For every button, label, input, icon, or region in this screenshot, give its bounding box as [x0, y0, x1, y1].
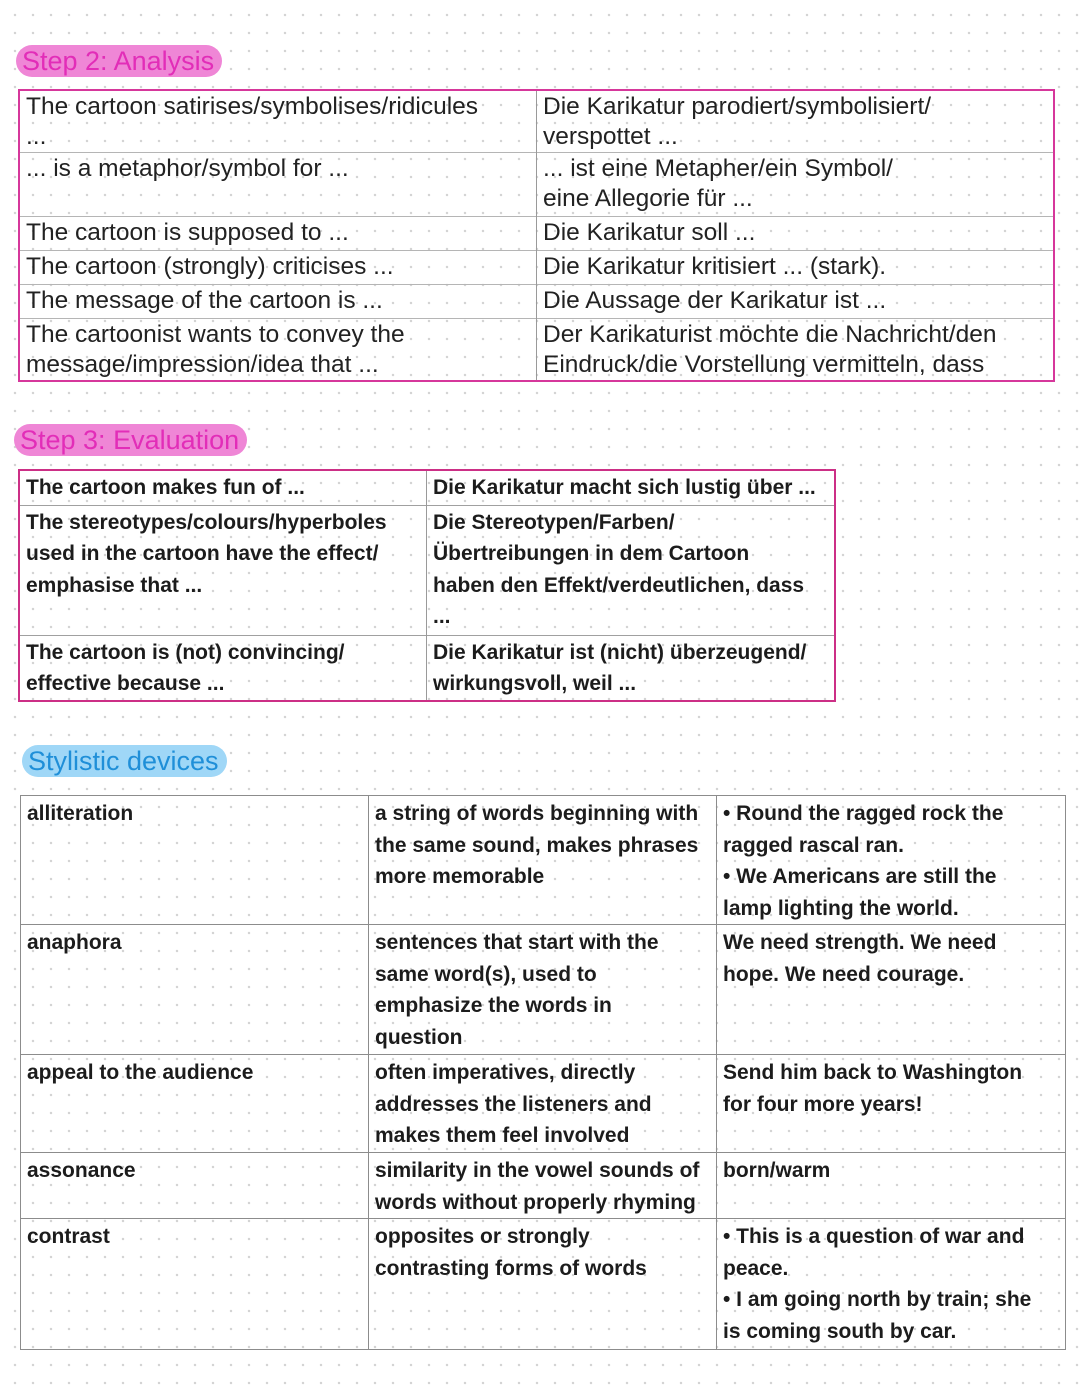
table-row	[19, 319, 1054, 382]
table-row	[19, 285, 1054, 319]
table-row	[21, 925, 1066, 1055]
device-definition: sentences that start with the same word(s), used to emphasize the words in question	[369, 925, 717, 1055]
table-row	[19, 90, 1054, 153]
device-term: assonance	[21, 1153, 369, 1219]
section-title-stylistic-devices: Stylistic devices	[22, 745, 227, 777]
device-example: • This is a question of war and peace. • I am going north by train; she is coming south by car.	[717, 1219, 1066, 1350]
device-example: born/warm	[717, 1153, 1066, 1219]
device-term: appeal to the audience	[21, 1055, 369, 1153]
table-row	[21, 796, 1066, 925]
german-phrase: Die Karikatur kritisiert ... (stark).	[537, 251, 1055, 285]
section-title-analysis: Step 2: Analysis	[16, 45, 222, 77]
device-definition: opposites or strongly contrasting forms of words	[369, 1219, 717, 1350]
table-row	[21, 1219, 1066, 1350]
german-phrase: Die Karikatur soll ...	[537, 217, 1055, 251]
device-example: Send him back to Washington for four more years!	[717, 1055, 1066, 1153]
device-term: anaphora	[21, 925, 369, 1055]
english-phrase: The cartoonist wants to convey the message/impression/idea that ...	[19, 319, 537, 382]
table-row	[19, 153, 1054, 217]
german-phrase: ... ist eine Metapher/ein Symbol/ eine Allegorie für ...	[537, 153, 1055, 217]
table-row	[19, 635, 835, 701]
device-term: contrast	[21, 1219, 369, 1350]
german-phrase: Die Karikatur ist (nicht) überzeugend/ wirkungsvoll, weil ...	[427, 635, 836, 701]
table-row	[19, 217, 1054, 251]
table-row	[19, 505, 835, 635]
english-phrase: The cartoon is supposed to ...	[19, 217, 537, 251]
device-definition: often imperatives, directly addresses the listeners and makes them feel involved	[369, 1055, 717, 1153]
english-phrase: The stereotypes/colours/hyperboles used in the cartoon have the effect/ emphasise that ...	[19, 505, 427, 635]
english-phrase: The cartoon makes fun of ...	[19, 470, 427, 505]
table-row	[21, 1153, 1066, 1219]
evaluation-phrase-table	[18, 469, 836, 702]
stylistic-devices-table	[20, 795, 1066, 1350]
german-phrase: Die Stereotypen/Farben/ Übertreibungen in dem Cartoon haben den Effekt/verdeutlichen, dass ...	[427, 505, 836, 635]
table-row	[19, 470, 835, 505]
english-phrase: The cartoon (strongly) criticises ...	[19, 251, 537, 285]
device-definition: similarity in the vowel sounds of words without properly rhyming	[369, 1153, 717, 1219]
analysis-phrase-table	[18, 89, 1055, 382]
device-definition: a string of words beginning with the same sound, makes phrases more memorable	[369, 796, 717, 925]
table-row	[19, 251, 1054, 285]
device-example: • Round the ragged rock the ragged rascal ran. • We Americans are still the lamp lighting the world.	[717, 796, 1066, 925]
english-phrase: The message of the cartoon is ...	[19, 285, 537, 319]
german-phrase: Die Karikatur parodiert/symbolisiert/ verspottet ...	[537, 90, 1055, 153]
section-title-evaluation: Step 3: Evaluation	[14, 424, 247, 456]
device-example: We need strength. We need hope. We need courage.	[717, 925, 1066, 1055]
english-phrase: The cartoon satirises/symbolises/ridicules ...	[26, 93, 479, 150]
device-term: alliteration	[21, 796, 369, 925]
english-phrase: The cartoon is (not) convincing/ effective because ...	[19, 635, 427, 701]
german-phrase: Die Karikatur macht sich lustig über ...	[433, 476, 816, 499]
english-phrase: ... is a metaphor/symbol for ...	[19, 153, 537, 217]
german-phrase: Der Karikaturist möchte die Nachricht/den Eindruck/die Vorstellung vermitteln, dass	[537, 319, 1055, 382]
german-phrase: Die Aussage der Karikatur ist ...	[537, 285, 1055, 319]
table-row	[21, 1055, 1066, 1153]
